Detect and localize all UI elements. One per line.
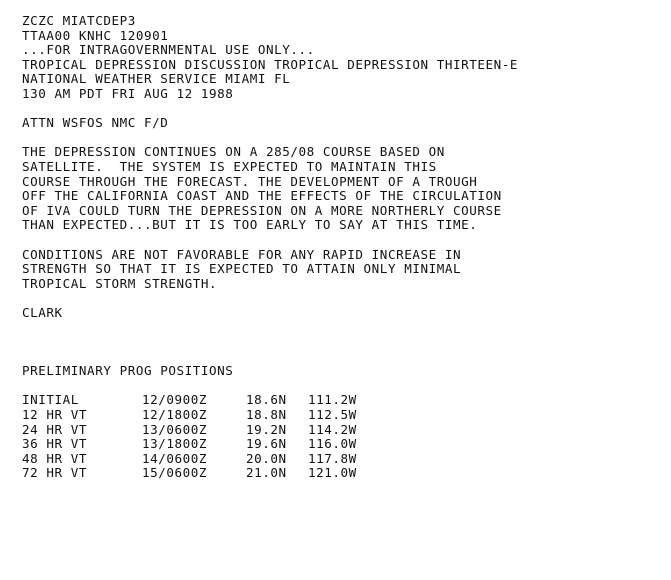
paragraph-line: SATELLITE. THE SYSTEM IS EXPECTED TO MAINTAIN THIS bbox=[22, 158, 437, 174]
valid-time: 12/1800Z bbox=[142, 407, 208, 423]
paragraph-line: THE DEPRESSION CONTINUES ON A 285/08 COURSE BASED ON bbox=[22, 144, 445, 160]
forecast-period: 36 HR VT bbox=[22, 436, 88, 452]
valid-time: 13/0600Z bbox=[142, 421, 208, 437]
latitude: 19.2N bbox=[246, 421, 287, 437]
paragraph-line: THAN EXPECTED...BUT IT IS TOO EARLY TO SAY AT THIS TIME. bbox=[22, 217, 478, 233]
discussion-paragraph-1 bbox=[22, 145, 662, 233]
longitude: 117.8W bbox=[308, 450, 357, 466]
forecast-period: 48 HR VT bbox=[22, 450, 88, 466]
table-row bbox=[22, 466, 388, 481]
latitude: 18.8N bbox=[246, 407, 287, 423]
blank-line bbox=[22, 335, 662, 350]
forecast-period: 72 HR VT bbox=[22, 465, 88, 481]
longitude: 112.5W bbox=[308, 407, 357, 423]
valid-time: 13/1800Z bbox=[142, 436, 208, 452]
paragraph-line: COURSE THROUGH THE FORECAST. THE DEVELOPMENT OF A TROUGH bbox=[22, 173, 478, 189]
longitude: 121.0W bbox=[308, 465, 357, 481]
bulletin-header-line: ...FOR INTRAGOVERNMENTAL USE ONLY... bbox=[22, 42, 315, 58]
bulletin-header-line: TTAA00 KNHC 120901 bbox=[22, 27, 169, 43]
latitude: 20.0N bbox=[246, 450, 287, 466]
latitude: 18.6N bbox=[246, 392, 287, 408]
table-row bbox=[22, 393, 388, 408]
blank-line bbox=[22, 291, 662, 306]
blank-line bbox=[22, 233, 662, 248]
latitude: 21.0N bbox=[246, 465, 287, 481]
bulletin-title: TROPICAL DEPRESSION DISCUSSION TROPICAL DEPRESSION THIRTEEN-E bbox=[22, 56, 519, 72]
longitude: 116.0W bbox=[308, 436, 357, 452]
valid-time: 14/0600Z bbox=[142, 450, 208, 466]
forecast-period: INITIAL bbox=[22, 392, 79, 408]
positions-title: PRELIMINARY PROG POSITIONS bbox=[22, 363, 234, 379]
bulletin-issue-time: 130 AM PDT FRI AUG 12 1988 bbox=[22, 85, 234, 101]
forecaster-signature: CLARK bbox=[22, 304, 63, 320]
valid-time: 12/0900Z bbox=[142, 392, 208, 408]
forecast-period: 12 HR VT bbox=[22, 407, 88, 423]
blank-line bbox=[22, 102, 662, 117]
bulletin-header-line: NATIONAL WEATHER SERVICE MIAMI FL bbox=[22, 71, 291, 87]
paragraph-line: TROPICAL STORM STRENGTH. bbox=[22, 275, 218, 291]
attention-line: ATTN WSFOS NMC F/D bbox=[22, 115, 169, 131]
table-row bbox=[22, 452, 388, 467]
longitude: 111.2W bbox=[308, 392, 357, 408]
positions-table bbox=[22, 393, 388, 481]
paragraph-line: STRENGTH SO THAT IT IS EXPECTED TO ATTAIN ONLY MINIMAL bbox=[22, 261, 462, 277]
valid-time: 15/0600Z bbox=[142, 465, 208, 481]
blank-line bbox=[22, 379, 662, 394]
paragraph-line: OFF THE CALIFORNIA COAST AND THE EFFECTS OF THE CIRCULATION bbox=[22, 188, 502, 204]
discussion-document bbox=[22, 14, 662, 481]
bulletin-header bbox=[22, 14, 662, 102]
table-row bbox=[22, 423, 388, 438]
discussion-paragraph-2 bbox=[22, 248, 662, 292]
table-row bbox=[22, 408, 388, 423]
blank-line bbox=[22, 350, 662, 365]
blank-line bbox=[22, 131, 662, 146]
latitude: 19.6N bbox=[246, 436, 287, 452]
longitude: 114.2W bbox=[308, 421, 357, 437]
blank-line bbox=[22, 320, 662, 335]
forecast-period: 24 HR VT bbox=[22, 421, 88, 437]
bulletin-header-line: ZCZC MIATCDEP3 bbox=[22, 13, 136, 28]
paragraph-line: OF IVA COULD TURN THE DEPRESSION ON A MORE NORTHERLY COURSE bbox=[22, 202, 502, 218]
table-row bbox=[22, 437, 388, 452]
paragraph-line: CONDITIONS ARE NOT FAVORABLE FOR ANY RAPID INCREASE IN bbox=[22, 246, 462, 262]
